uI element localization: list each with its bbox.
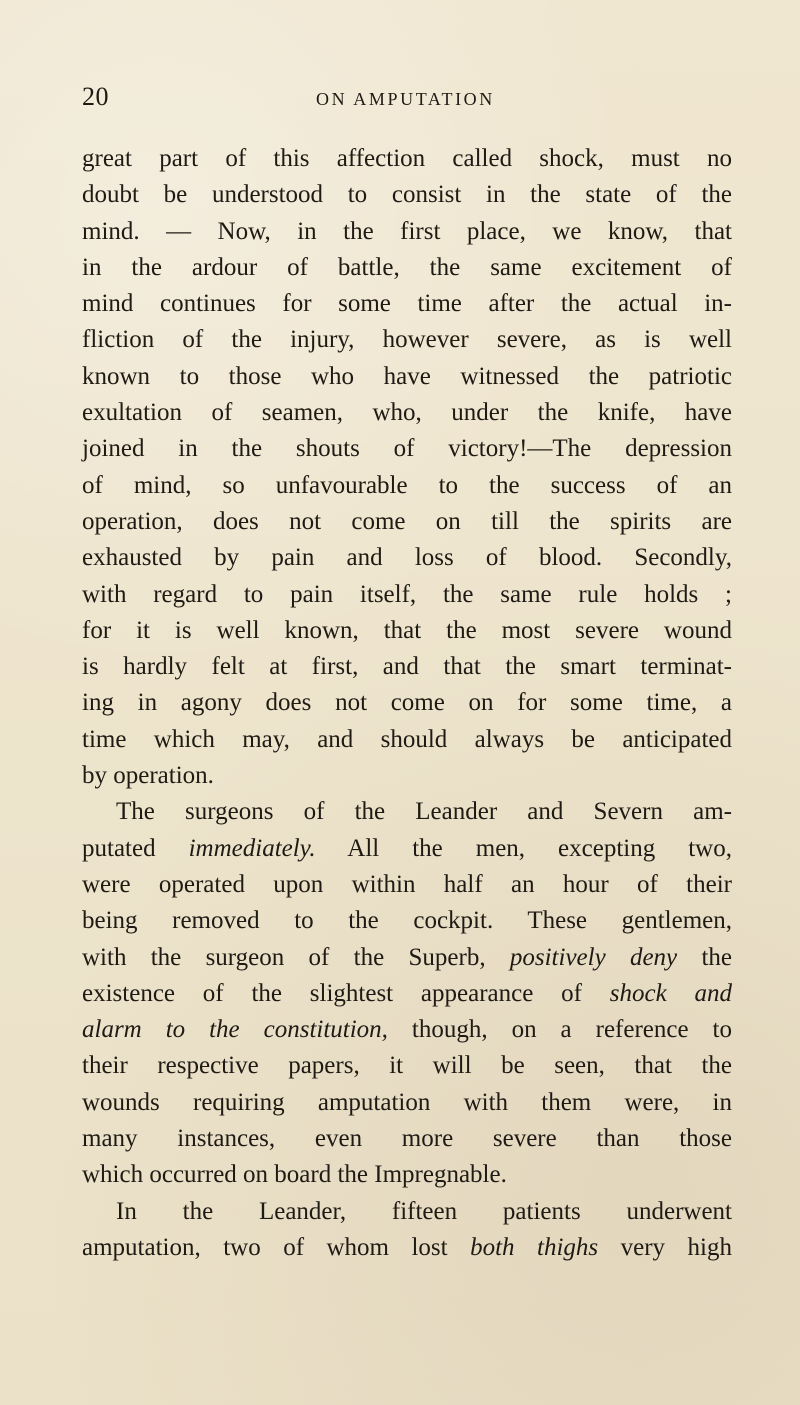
text-line: wounds requiring amputation with them were, in — [82, 1088, 732, 1116]
page-header — [82, 82, 722, 122]
text-line: by operation. — [82, 762, 214, 790]
text-line: were operated upon within half an hour of their — [82, 870, 732, 898]
mixed-text-line — [82, 831, 732, 867]
italic-text: immediately. — [188, 834, 316, 862]
text-line: ing in agony does not come on for some time, a — [82, 689, 732, 717]
text-segment: All the men, excepting two, — [315, 834, 732, 862]
italic-text: positively deny — [509, 943, 678, 971]
mixed-text-line — [82, 1012, 732, 1048]
text-segment: though, on a reference to — [387, 1016, 732, 1044]
text-line: is hardly felt at first, and that the smart terminat- — [82, 653, 732, 681]
text-line: operation, does not come on till the spirits are — [82, 507, 732, 535]
mixed-text-line — [82, 976, 732, 1012]
text-segment: very high — [598, 1233, 732, 1261]
italic-text: both thighs — [470, 1233, 599, 1261]
text-line: known to those who have witnessed the patriotic — [82, 362, 732, 390]
page-number: 20 — [82, 82, 109, 111]
text-segment: the — [677, 943, 733, 971]
text-segment: existence of the slightest appearance of — [82, 979, 610, 1007]
text-segment: The surgeons of the Leander and Severn am- — [116, 798, 732, 826]
text-segment: amputation, two of whom lost — [82, 1233, 471, 1261]
paragraph-start-line — [82, 794, 732, 830]
text-line: doubt be understood to consist in the state of the — [82, 181, 732, 209]
text-line: mind continues for some time after the actual in- — [82, 290, 732, 318]
text-line: with regard to pain itself, the same rule holds ; — [82, 580, 732, 608]
mixed-text-line — [82, 1230, 732, 1266]
italic-text: alarm to the constitution, — [82, 1016, 388, 1044]
text-line: being removed to the cockpit. These gentlemen, — [82, 907, 732, 935]
text-line: exultation of seamen, who, under the knife, have — [82, 399, 732, 427]
italic-text: shock and — [609, 979, 733, 1007]
text-segment: In the Leander, fifteen patients underwent — [116, 1197, 732, 1225]
text-segment: with the surgeon of the Superb, — [82, 943, 510, 971]
text-line: joined in the shouts of victory!—The depression — [82, 435, 732, 463]
text-line: mind. — Now, in the first place, we know, that — [82, 217, 732, 245]
text-line: time which may, and should always be anticipated — [82, 725, 732, 753]
text-line: many instances, even more severe than those — [82, 1125, 732, 1153]
text-line: great part of this affection called shock, must no — [82, 145, 732, 172]
text-line: which occurred on board the Impregnable. — [82, 1161, 507, 1189]
text-line: for it is well known, that the most severe wound — [82, 616, 732, 644]
text-segment: putated — [82, 834, 189, 862]
text-line: exhausted by pain and loss of blood. Secondly, — [82, 544, 732, 572]
running-head: ON AMPUTATION — [316, 89, 495, 109]
text-line: their respective papers, it will be seen, that the — [82, 1052, 732, 1080]
mixed-text-line — [82, 940, 732, 976]
text-line: of mind, so unfavourable to the success of an — [82, 471, 732, 499]
text-line: fliction of the injury, however severe, as is well — [82, 326, 732, 354]
body-text — [82, 141, 732, 1266]
text-line: in the ardour of battle, the same excitement of — [82, 253, 732, 281]
paragraph-start-line — [82, 1194, 732, 1230]
